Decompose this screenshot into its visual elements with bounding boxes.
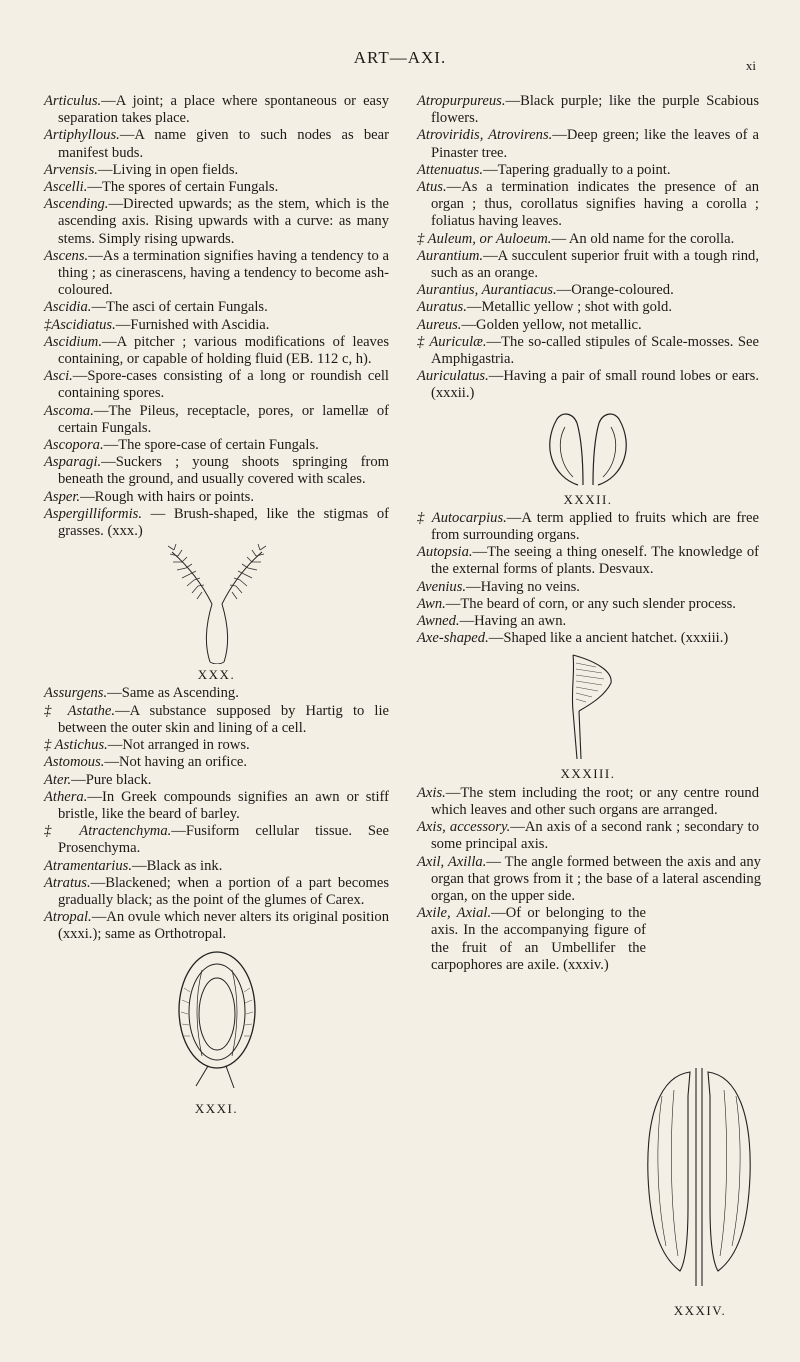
entry-definition: —Black purple; like the purple Scabious flowers. — [431, 93, 759, 127]
figure-label-xxxiv: XXXIV. — [673, 1303, 727, 1318]
glossary-entry — [44, 489, 389, 506]
entry-term: ‡ Autocarpius. — [417, 509, 507, 526]
entry-definition: —Same as Ascending. — [107, 685, 239, 702]
entry-term: Attenuatus. — [417, 161, 484, 178]
entry-definition: —An ovule which never alters its original position (xxxi.); same as Orthotropal. — [58, 909, 389, 943]
entry-term: Atratus. — [44, 874, 91, 891]
entry-definition: —Deep green; like the leaves of a Pinaster tree. — [431, 127, 759, 161]
axe-shaped-leaf-illustration — [543, 651, 633, 763]
glossary-entry — [44, 437, 389, 454]
entry-term: Ascoma. — [44, 402, 94, 419]
glossary-entry — [44, 368, 389, 402]
glossary-entry — [44, 93, 389, 127]
entry-term: Axile, Axial. — [417, 905, 492, 922]
glossary-entry — [44, 737, 389, 754]
glossary-entry — [417, 179, 759, 231]
entry-definition: —Not having an orifice. — [104, 754, 248, 771]
entry-definition: —The beard of corn, or any such slender process. — [445, 595, 736, 612]
entry-definition: —Suckers ; young shoots springing from beneath the ground, and usually covered with scales. — [58, 454, 389, 488]
entry-term: Axis. — [417, 784, 446, 801]
entry-definition: —As a termination indicates the presence of an organ ; thus, corollatus signifies having a corolla ; foliatus having leaves. — [431, 179, 759, 230]
glossary-entry — [44, 772, 389, 789]
figure-xxxiv — [640, 1056, 760, 1319]
figure-label-xxxiii: XXXIII. — [560, 766, 616, 782]
entry-definition: —The spore-case of certain Fungals. — [103, 437, 319, 454]
glossary-entry — [417, 854, 761, 906]
entry-term: Astomous. — [44, 754, 105, 771]
entry-list-left-a — [44, 93, 389, 540]
entry-definition: —Of or belonging to the axis. In the accompanying figure of the fruit of an Umbellifer the carpophores are axile. (xxxiv.) — [431, 905, 646, 973]
brush-stigma-illustration — [152, 544, 282, 664]
glossary-entry — [417, 544, 759, 578]
entry-definition: —The asci of certain Fungals. — [91, 299, 268, 316]
entry-list-left-b — [44, 685, 389, 943]
atropal-ovule-illustration — [162, 948, 272, 1098]
entry-definition: —The seeing a thing oneself. The knowledge of the external forms of plants. Desvaux. — [431, 544, 759, 578]
entry-term: Atus. — [417, 179, 447, 196]
figure-label-xxxi: XXXI. — [194, 1100, 239, 1116]
page-header — [0, 48, 800, 76]
glossary-entry — [44, 454, 389, 488]
figure-xxxii — [417, 407, 759, 508]
entry-definition: —The Pileus, receptacle, pores, or lamellæ of certain Fungals. — [58, 402, 389, 436]
entry-definition: —Golden yellow, not metallic. — [461, 316, 642, 333]
glossary-entry — [44, 909, 389, 943]
entry-definition: —A pitcher ; various modifications of leaves containing, or capable of holding fluid (EB. 112 c, h). — [58, 333, 389, 368]
entry-term: Ater. — [44, 771, 72, 788]
entry-term: Atropurpureus. — [417, 93, 506, 109]
entry-term: Avenius. — [417, 578, 467, 595]
glossary-entry — [44, 334, 389, 368]
entry-term: Axil, Axilla. — [417, 853, 487, 870]
glossary-entry — [417, 785, 759, 819]
entry-term: ‡Ascidiatus. — [44, 316, 116, 333]
figure-label-xxx: XXX. — [197, 667, 236, 683]
entry-term: Auratus. — [417, 299, 467, 316]
entry-term: Atroviridis, Atrovirens. — [417, 127, 553, 144]
entry-term: Ascending. — [44, 196, 109, 213]
glossary-entry — [417, 248, 759, 282]
entry-definition: — Brush-shaped, like the stigmas of grasses. (xxx.) — [58, 505, 389, 540]
entry-definition: —Having an awn. — [459, 613, 567, 630]
glossary-entry — [44, 875, 389, 909]
umbellifer-fruit-illustration — [640, 1056, 758, 1296]
entry-term: ‡ Astathe. — [44, 702, 116, 719]
entry-definition: —In Greek compounds signifies an awn or stiff bristle, like the beard of barley. — [58, 788, 389, 822]
entry-term: Awn. — [417, 595, 446, 612]
figure-xxxi — [44, 948, 389, 1117]
entry-definition: —A substance supposed by Hartig to lie between the outer skin and lining of a cell. — [58, 702, 389, 736]
entry-definition: —A succulent superior fruit with a tough rind, such as an orange. — [431, 247, 759, 282]
glossary-entry — [417, 334, 759, 368]
entry-list-right-a — [417, 93, 759, 403]
entry-term: Axis, accessory. — [417, 819, 511, 836]
entry-definition: —Living in open fields. — [97, 161, 239, 178]
glossary-entry — [417, 613, 759, 630]
glossary-entry — [417, 127, 759, 161]
entry-definition: —Fusiform cellular tissue. See Prosenchyma. — [58, 823, 389, 857]
figure-xxxiii — [417, 651, 759, 782]
entry-definition: —Furnished with Ascidia. — [115, 316, 270, 333]
entry-definition: —Not arranged in rows. — [107, 737, 250, 754]
entry-definition: —Pure black. — [71, 771, 152, 788]
entry-definition: —Metallic yellow ; shot with gold. — [466, 299, 672, 316]
glossary-entry — [417, 905, 646, 974]
entry-term: Ascens. — [44, 247, 89, 264]
glossary-entry — [417, 299, 759, 316]
auriculate-leaf-illustration — [533, 407, 643, 489]
glossary-entry — [44, 506, 389, 540]
entry-definition: —Tapering gradually to a point. — [483, 161, 671, 178]
glossary-entry — [44, 299, 389, 316]
entry-term: Auriculatus. — [417, 368, 489, 385]
entry-definition: —Shaped like a ancient hatchet. (xxxiii.) — [488, 630, 729, 647]
right-column — [417, 93, 759, 974]
entry-definition: —A name given to such nodes as bear manifest buds. — [58, 127, 389, 161]
entry-definition: —The stem including the root; or any centre round which leaves and other such organs are arranged. — [431, 784, 759, 818]
entry-term: Autopsia. — [417, 544, 473, 561]
entry-term: Ascidium. — [44, 333, 102, 350]
glossary-entry — [44, 823, 389, 857]
entry-term: ‡ Astichus. — [44, 737, 108, 754]
entry-definition: —Having no veins. — [466, 578, 580, 595]
glossary-entry — [417, 282, 759, 299]
glossary-entry — [44, 685, 389, 702]
glossary-entry — [417, 510, 759, 544]
entry-definition: —An axis of a second rank ; secondary to some principal axis. — [431, 819, 759, 853]
glossary-entry — [44, 703, 389, 737]
page-number: xi — [745, 58, 756, 73]
entry-definition: —Blackened; when a portion of a part becomes gradually black; as the point of the glumes of Carex. — [58, 874, 389, 908]
entry-definition: — An old name for the corolla. — [551, 230, 735, 247]
entry-term: Aspergilliformis. — [44, 505, 142, 522]
glossary-entry — [417, 231, 759, 248]
entry-term: ‡ Auleum, or Auloeum. — [417, 230, 552, 247]
glossary-entry — [417, 630, 759, 647]
entry-term: Asparagi. — [44, 454, 102, 471]
entry-term: Arvensis. — [44, 161, 98, 178]
entry-term: Ascopora. — [44, 437, 104, 454]
entry-definition: —Rough with hairs or points. — [80, 488, 254, 505]
glossary-entry — [44, 179, 389, 196]
glossary-entry — [44, 127, 389, 161]
glossary-entry — [44, 317, 389, 334]
entry-definition: —Directed upwards; as the stem, which is the ascending axis. Rising upwards with a curve: as many stems. Simply rising upwards. — [58, 196, 389, 247]
entry-definition: —The so-called stipules of Scale-mosses. See Amphigastria. — [431, 333, 759, 368]
entry-term: Assurgens. — [44, 685, 108, 702]
entry-term: Axe-shaped. — [417, 630, 489, 647]
entry-term: ‡ Atractenchyma. — [44, 823, 172, 840]
entry-definition: — The angle formed between the axis and any organ that grows from it ; the base of a lateral ascending organ, on the upper side. — [431, 853, 761, 904]
entry-list-right-c — [417, 785, 759, 974]
entry-definition: —Black as ink. — [131, 857, 223, 874]
entry-term: Asper. — [44, 488, 81, 505]
entry-term: Atropal. — [44, 909, 92, 926]
glossary-entry — [417, 579, 759, 596]
glossary-entry — [417, 162, 759, 179]
entry-definition: —A term applied to fruits which are free from surrounding organs. — [431, 509, 759, 544]
entry-definition: —Orange-coloured. — [556, 282, 674, 299]
glossary-entry — [44, 196, 389, 248]
entry-term: Awned. — [417, 613, 460, 630]
glossary-entry — [44, 858, 389, 875]
glossary-entry — [417, 368, 759, 402]
entry-definition: —A joint; a place where spontaneous or easy separation takes place. — [58, 93, 389, 127]
entry-term: Ascidia. — [44, 299, 92, 316]
glossary-entry — [417, 596, 759, 613]
figure-label-xxxii: XXXII. — [563, 491, 613, 507]
figure-xxx — [44, 544, 389, 683]
entry-definition: —The spores of certain Fungals. — [87, 179, 279, 196]
glossary-entry — [417, 93, 759, 127]
entry-term: Atramentarius. — [44, 857, 132, 874]
entry-definition: —Spore-cases consisting of a long or roundish cell containing spores. — [58, 368, 389, 402]
entry-definition: —Having a pair of small round lobes or ears. (xxxii.) — [431, 368, 759, 402]
entry-term: Asci. — [44, 368, 73, 385]
entry-term: Aurantium. — [417, 247, 484, 264]
glossary-entry — [417, 819, 759, 853]
entry-term: Aurantius, Aurantiacus. — [417, 282, 557, 299]
entry-term: Artiphyllous. — [44, 127, 120, 144]
entry-term: Ascelli. — [44, 179, 88, 196]
running-head: ART—AXI. — [353, 48, 447, 67]
entry-definition: —As a termination signifies having a tendency to a thing ; as cinerascens, having a tendency to become ash-coloured. — [58, 247, 389, 299]
glossary-entry — [417, 317, 759, 334]
entry-term: Athera. — [44, 788, 88, 805]
glossary-entry — [44, 403, 389, 437]
entry-term: Articulus. — [44, 93, 102, 109]
glossary-entry — [44, 162, 389, 179]
left-column — [44, 93, 389, 1119]
glossary-entry — [44, 248, 389, 300]
glossary-entry — [44, 754, 389, 771]
glossary-entry — [44, 789, 389, 823]
entry-term: ‡ Auriculæ. — [417, 333, 487, 350]
entry-term: Aureus. — [417, 316, 462, 333]
entry-list-right-b — [417, 510, 759, 648]
